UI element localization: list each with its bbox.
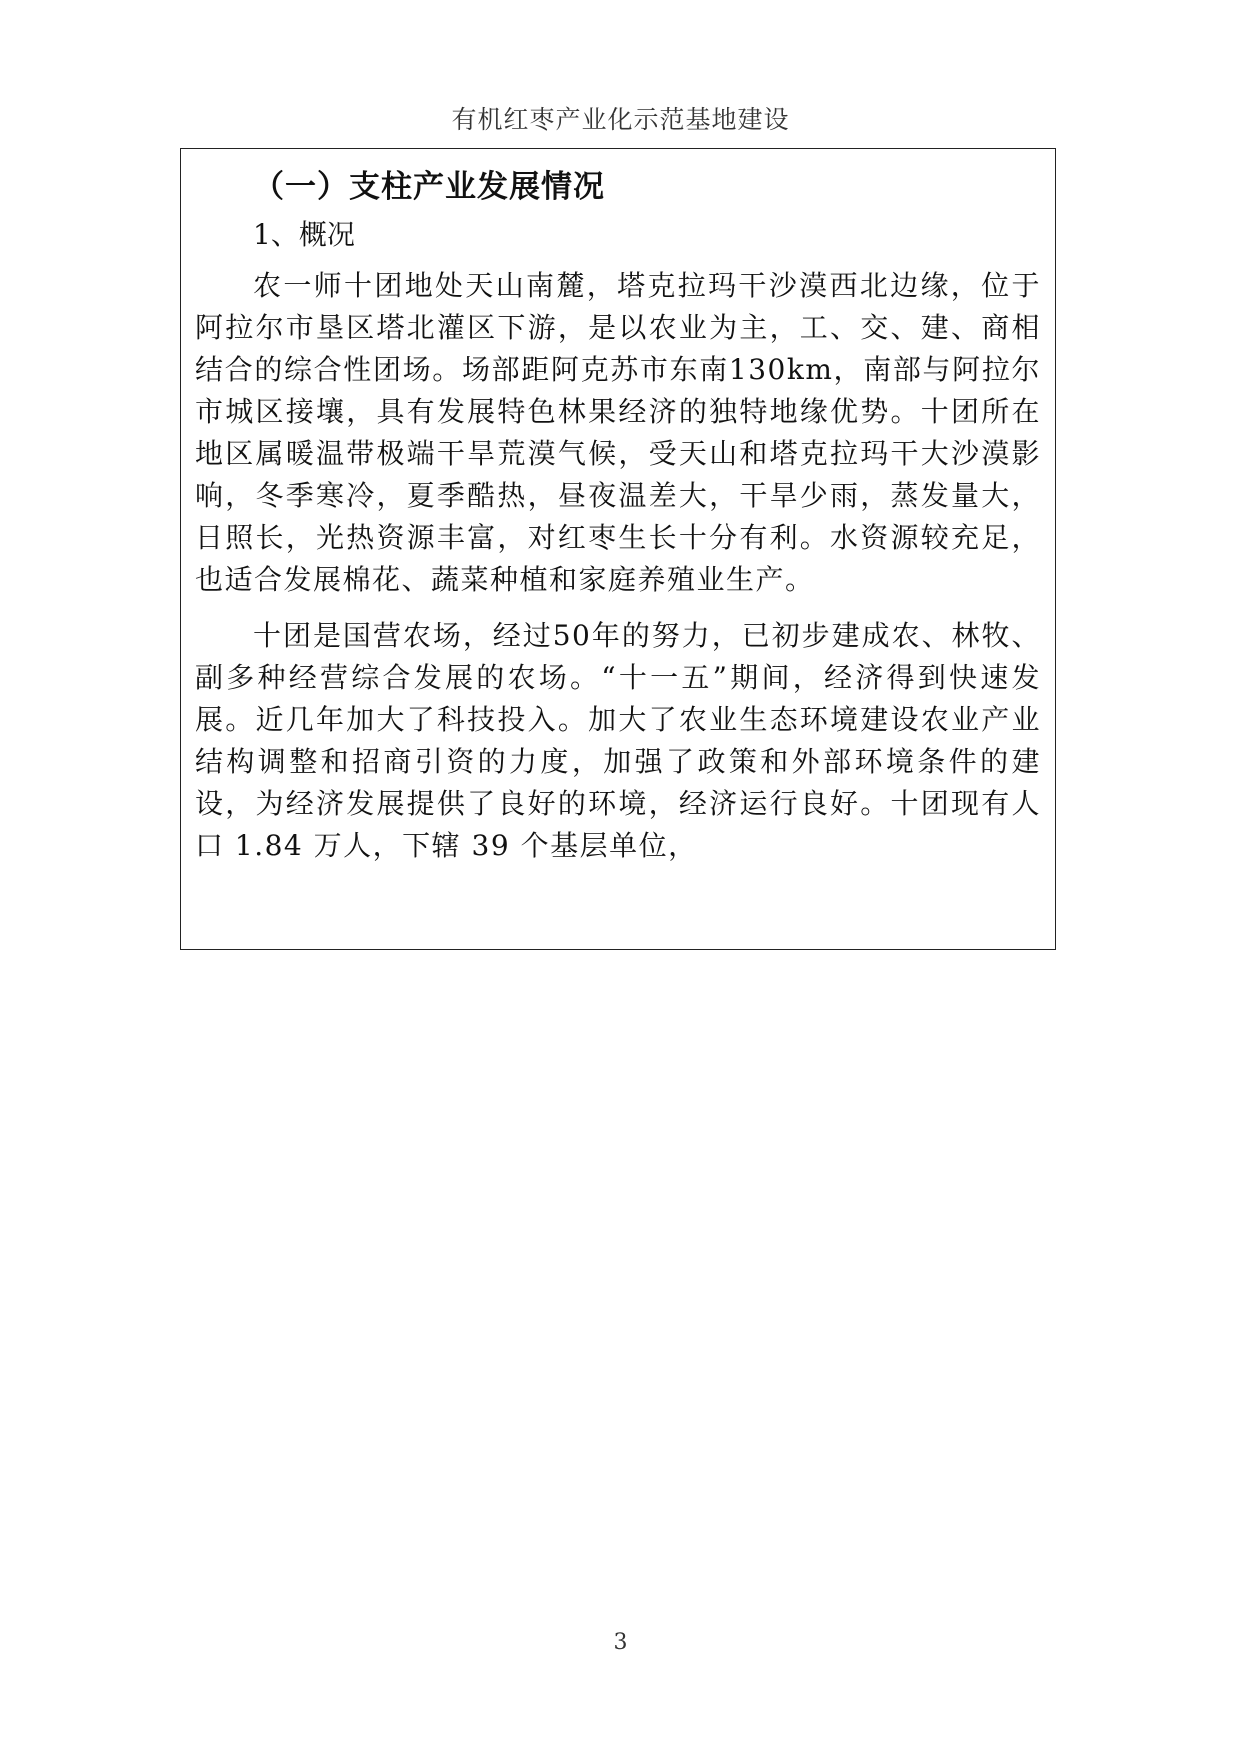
paragraph-overview: 农一师十团地处天山南麓，塔克拉玛干沙漠西北边缘，位于阿拉尔市垦区塔北灌区下游，是以农业为主，工、交、建、商相结合的综合性团场。场部距阿克苏市东南130km，南部与阿拉尔市城区接壤，具有发展特色林果经济的独特地缘优势。十团所在地区属暖温带极端干旱荒漠气候，受天山和塔克拉玛干大沙漠影响，冬季寒冷，夏季酷热，昼夜温差大，干旱少雨，蒸发量大，日照长，光热资源丰富，对红枣生长十分有利。水资源较充足，也适合发展棉花、蔬菜种植和家庭养殖业生产。	[195, 269, 1041, 596]
content-box	[180, 148, 1056, 950]
running-header: 有机红枣产业化示范基地建设	[451, 105, 790, 134]
section-heading: （一）支柱产业发展情况	[253, 169, 605, 205]
page-number: 3	[613, 1630, 628, 1655]
paragraph-development: 十团是国营农场，经过50年的努力，已初步建成农、林牧、副多种经营综合发展的农场。“十一五”期间，经济得到快速发展。近几年加大了科技投入。加大了农业生态环境建设农业产业结构调整和招商引资的力度，加强了政策和外部环境条件的建设，为经济发展提供了良好的环境，经济运行良好。十团现有人口 1.84 万人，下辖 39 个基层单位，	[195, 619, 1041, 862]
subheading: 1、概况	[253, 218, 355, 251]
